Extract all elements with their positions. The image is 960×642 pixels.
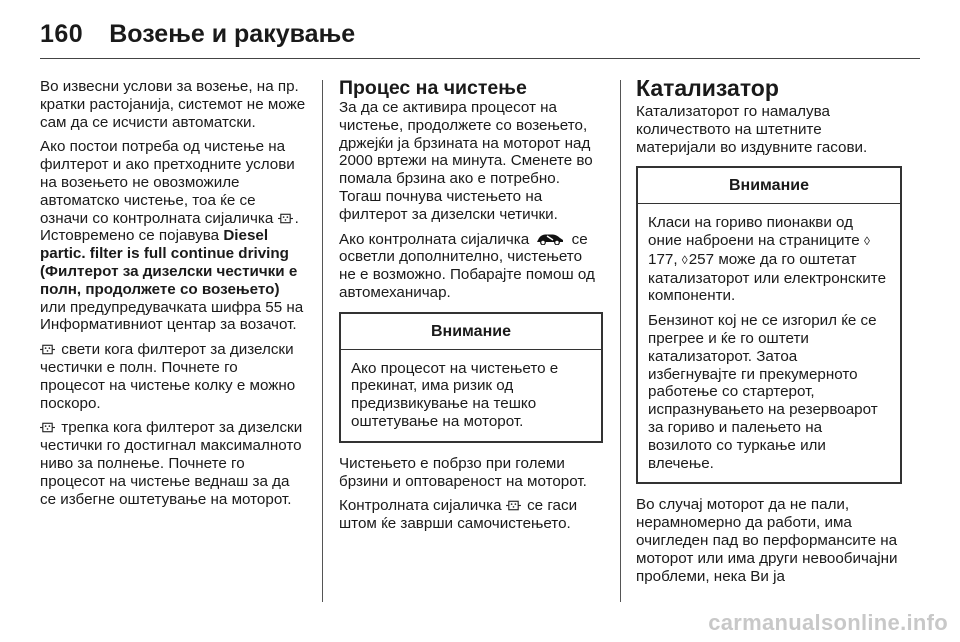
column-3 [636,75,902,592]
watermark: carmanualsonline.info [708,610,948,635]
diesel-particle-filter-icon [278,212,293,225]
paragraph [40,341,306,412]
dic-message: Diesel partic. filter is full continue driving (Филтерот за дизелски честички е полн, продолжете со возењето) [40,227,298,298]
paragraph [40,138,306,334]
page-header [40,14,355,54]
warning-text: Бензинот кој не се изгорил ќе се прегрее и ќе го оштети катализаторот. Затоа избегнувајте ги прекумерното работење со стартерот, испразнувањето на резервоарот за гориво и палењето на возилото со туркање или влечење. [648,312,878,472]
text: . Истовремено се појавува [40,209,299,245]
text: се осветли дополнително, чистењето не е возможно. Побарајте помош од автомеханичар. [339,230,595,301]
page-reference-icon: ◊ [681,252,688,267]
paragraph [339,231,603,302]
section-title: Процес на чистење [339,77,527,99]
warning-title: Внимание [341,314,601,350]
text: може да го оштетат катализаторот или електронските компоненти. [648,250,887,305]
page-number: 160 [40,19,84,48]
service-vehicle-icon [536,232,564,245]
paragraph: Катализаторот го намалува количеството на штетните материјали во издувните гасови. [636,103,868,156]
warning-title: Внимание [638,168,900,204]
diesel-particle-filter-icon [40,421,55,434]
warning-body [341,350,601,441]
text: Класи на гориво пионакви од оние наброени на страниците [648,214,860,249]
paragraph: За да се активира процесот на чистење, продолжете со возењето, држејќи ја брзината на моторот над 2000 вртежи на минута. Сменете во помала брзина ако е потребно. Тогаш почнува чистењето на филтерот за дизелски четички. [339,99,593,223]
header-rule [40,58,920,59]
page-reference-link[interactable]: 257 [688,250,715,268]
diesel-particle-filter-icon [40,343,55,356]
column-1 [40,78,306,515]
page-reference-icon: ◊ [863,233,870,248]
warning-body [638,204,900,482]
paragraph [40,419,306,508]
text: свети кога филтерот за дизелски честички е полн. Почнете го процесот на чистење колку е можно поскоро. [40,341,296,412]
text: Ако постои потреба од чистење на филтерот и ако претходните услови на возењето не овозможиле автоматско чистење, тоа ќе се означи со контролната сијаличка [40,138,295,227]
column-divider-2 [620,80,621,602]
warning-box [339,312,603,443]
paragraph: Чистењето е побрзо при големи брзини и оптовареност на моторот. [339,454,587,490]
text: трепка кога филтерот за дизелски честички го достигнал максималното ниво за полнење. Почнете го процесот на чистење веднаш за да се избегне оштетување на моторот. [40,419,303,508]
diesel-particle-filter-icon [506,499,521,512]
paragraph: Во извесни услови за возење, на пр. кратки растојанија, системот не може сам да се исчисти автоматски. [40,78,306,131]
column-2 [339,78,603,540]
warning-text [648,214,890,305]
text: или предупредувачката шифра 55 на Информативниот центар за возачот. [40,298,304,334]
paragraph [339,497,603,533]
paragraph: Во случај моторот да не пали, нерамномерно да работи, има очигледен пад во перформансите на моторот или има други невообичајни проблеми, нека Ви ја [636,496,898,585]
text: Ако контролната сијаличка [339,230,530,248]
warning-box [636,166,902,484]
text: Контролната сијаличка [339,497,502,515]
text: се гаси штом ќе заврши самочистењето. [339,497,578,533]
page-reference-link[interactable]: 177, [648,250,678,268]
column-divider-1 [322,80,323,602]
section-title: Катализатор [636,75,779,101]
page-title: Возење и ракување [109,19,356,48]
warning-text: Ако процесот на чистењето е прекинат, има ризик од предизвикување на тешко оштетување на моторот. [351,359,559,430]
